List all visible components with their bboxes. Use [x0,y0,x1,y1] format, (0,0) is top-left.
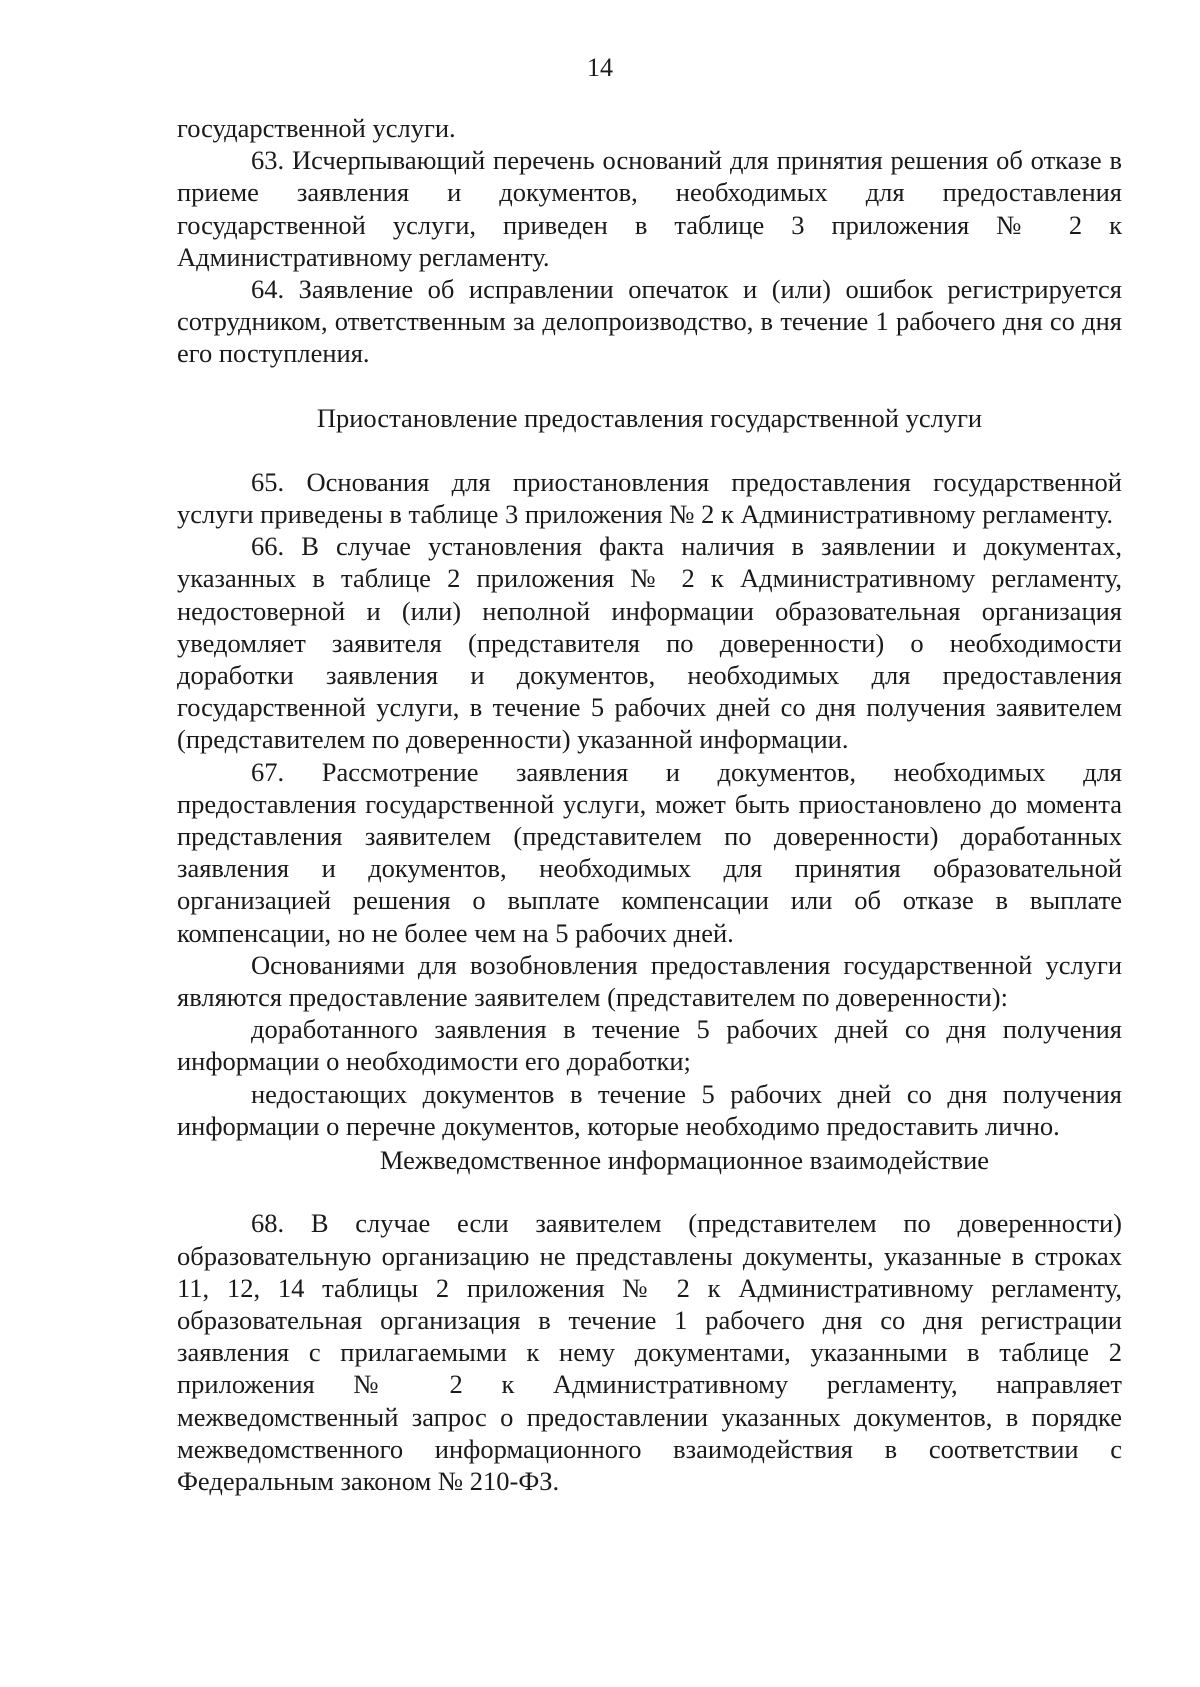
list-item-missing-documents: недостающих документов в течение 5 рабочих дней со дня получения информации о перечне документов, которые необходимо предоставить лично. [177,1078,1122,1141]
paragraph-66: 66. В случае установления факта наличия в заявлении и документах, указанных в таблице 2 приложения № 2 к Административному регламенту, недостоверной и (или) неполной информации образовательная организация уведомляет заявителя (представителя по доверенности) о необходимости доработки заявления и документов, необходимых для предоставления государственной услуги, в течение 5 рабочих дней со дня получения заявителем (представителем по доверенности) указанной информации. [177,531,1122,755]
paragraph-67: 67. Рассмотрение заявления и документов, необходимых для предоставления государственной услуги, может быть приостановлено до момента представления заявителем (представителем по доверенности) доработанных заявления и документов, необходимых для принятия образовательной организацией решения о выплате компенсации или об отказе в выплате компенсации, но не более чем на 5 рабочих дней. [177,756,1122,948]
paragraph-resume-grounds: Основаниями для возобновления предоставления государственной услуги являются предоставление заявителем (представителем по доверенности): [177,949,1122,1013]
paragraph-continuation: государственной услуги. [177,113,456,143]
page-number: 14 [587,53,613,82]
paragraph-64: 64. Заявление об исправлении опечаток и (или) ошибок регистрируется сотрудником, ответственным за делопроизводство, в течение 1 рабочего дня со дня его поступления. [177,274,1122,369]
list-item-revised-application: доработанного заявления в течение 5 рабочих дней со дня получения информации о необходимости его доработки; [177,1014,1122,1077]
paragraph-68: 68. В случае если заявителем (представителем по доверенности) образовательную организацию не представлены документы, указанные в строках 11, 12, 14 таблицы 2 приложения № 2 к Административному регламенту, образовательная организация в течение 1 рабочего дня со дня регистрации заявления с прилагаемыми к нему документами, указанными в таблице 2 приложения № 2 к Административному регламенту, направляет межведомственный запрос о предоставлении указанных документов, в порядке межведомственного информационного взаимодействия в соответствии с Федеральным законом № 210-ФЗ. [177,1208,1122,1496]
section-heading-suspension: Приостановление предоставления государственной услуги [316,402,983,433]
section-heading-suspension-wrap [177,370,1122,466]
paragraph-65: 65. Основания для приостановления предоставления государственной услуги приведены в таблице 3 приложения № 2 к Административному регламенту. [177,466,1122,530]
section-heading-interagency: Межведомственное информационное взаимодействие [379,1145,990,1176]
paragraph-63: 63. Исчерпывающий перечень оснований для принятия решения об отказе в приеме заявления и документов, необходимых для предоставления государственной услуги, приведен в таблице 3 приложения № 2 к Административному регламенту. [177,145,1122,272]
document-body [177,112,1122,1497]
section-heading-interagency-wrap [177,1142,1122,1207]
